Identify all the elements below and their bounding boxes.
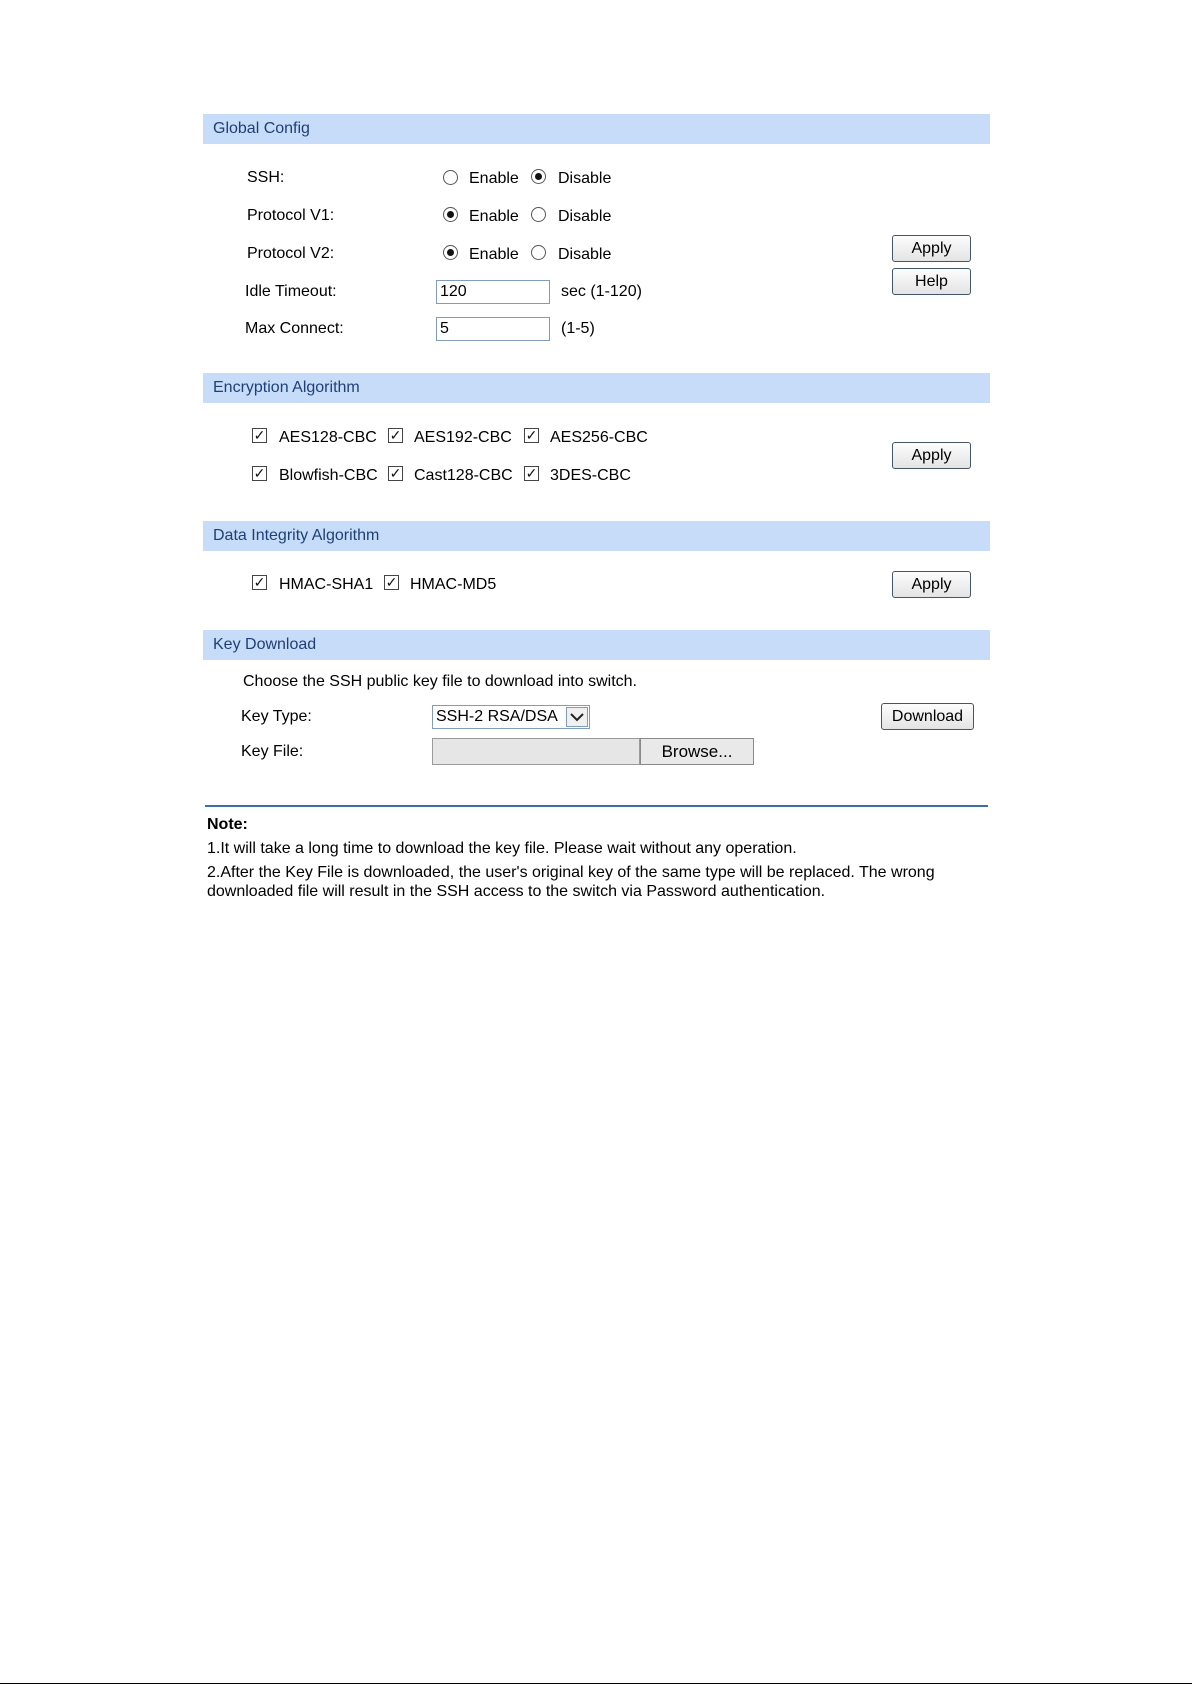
browse-button[interactable]: Browse... bbox=[640, 738, 754, 765]
integrity-apply-button[interactable]: Apply bbox=[892, 571, 971, 598]
key-download-instruction: Choose the SSH public key file to download into switch. bbox=[243, 673, 637, 690]
chevron-down-icon[interactable] bbox=[566, 707, 588, 727]
max-connect-label: Max Connect: bbox=[245, 320, 344, 337]
hmac-md5-checkbox[interactable]: ✓ bbox=[385, 574, 398, 590]
aes256-label: AES256-CBC bbox=[550, 429, 648, 446]
ssh-enable-radio[interactable] bbox=[443, 170, 458, 185]
aes192-label: AES192-CBC bbox=[414, 429, 512, 446]
key-file-input[interactable] bbox=[432, 738, 640, 765]
protocol-v1-enable-radio[interactable] bbox=[443, 207, 458, 222]
note-line-1: 1.It will take a long time to download the key file. Please wait without any operation. bbox=[207, 840, 797, 857]
key-type-value: SSH-2 RSA/DSA bbox=[436, 708, 558, 725]
ssh-label: SSH: bbox=[247, 169, 285, 186]
encryption-header: Encryption Algorithm bbox=[203, 373, 990, 403]
ssh-disable-radio[interactable] bbox=[531, 169, 546, 184]
integrity-header: Data Integrity Algorithm bbox=[203, 521, 990, 551]
3des-label: 3DES-CBC bbox=[550, 467, 631, 484]
idle-timeout-label: Idle Timeout: bbox=[245, 283, 337, 300]
hmac-sha1-checkbox[interactable]: ✓ bbox=[253, 574, 266, 590]
cast128-checkbox[interactable]: ✓ bbox=[389, 465, 402, 481]
protocol-v2-disable-label: Disable bbox=[558, 246, 612, 263]
download-button[interactable]: Download bbox=[881, 703, 974, 730]
blowfish-label: Blowfish-CBC bbox=[279, 467, 378, 484]
aes128-checkbox[interactable]: ✓ bbox=[253, 427, 266, 443]
note-line-2: 2.After the Key File is downloaded, the user's original key of the same type will be replaced. The wrong downloaded file will result in the SSH access to the switch via Password authentication. bbox=[207, 864, 935, 900]
protocol-v1-label: Protocol V1: bbox=[247, 207, 335, 224]
global-apply-button[interactable]: Apply bbox=[892, 235, 971, 262]
protocol-v2-label: Protocol V2: bbox=[247, 245, 335, 262]
blowfish-checkbox[interactable]: ✓ bbox=[253, 465, 266, 481]
global-config-header: Global Config bbox=[203, 114, 990, 144]
ssh-enable-label: Enable bbox=[469, 170, 519, 187]
note-divider bbox=[205, 805, 988, 807]
protocol-v2-disable-radio[interactable] bbox=[531, 245, 546, 260]
max-connect-hint: (1-5) bbox=[561, 320, 595, 337]
aes192-checkbox[interactable]: ✓ bbox=[389, 427, 402, 443]
cast128-label: Cast128-CBC bbox=[414, 467, 513, 484]
protocol-v2-enable-radio[interactable] bbox=[443, 245, 458, 260]
hmac-sha1-label: HMAC-SHA1 bbox=[279, 576, 374, 593]
note-title: Note: bbox=[207, 816, 248, 833]
aes128-label: AES128-CBC bbox=[279, 429, 377, 446]
idle-timeout-hint: sec (1-120) bbox=[561, 283, 642, 300]
protocol-v1-disable-radio[interactable] bbox=[531, 207, 546, 222]
hmac-md5-label: HMAC-MD5 bbox=[410, 576, 497, 593]
key-type-label: Key Type: bbox=[241, 708, 312, 725]
aes256-checkbox[interactable]: ✓ bbox=[525, 427, 538, 443]
key-download-header: Key Download bbox=[203, 630, 990, 660]
3des-checkbox[interactable]: ✓ bbox=[525, 465, 538, 481]
encryption-apply-button[interactable]: Apply bbox=[892, 442, 971, 469]
protocol-v2-enable-label: Enable bbox=[469, 246, 519, 263]
protocol-v1-enable-label: Enable bbox=[469, 208, 519, 225]
idle-timeout-input[interactable]: 120 bbox=[436, 280, 550, 304]
ssh-disable-label: Disable bbox=[558, 170, 612, 187]
help-button[interactable]: Help bbox=[892, 268, 971, 295]
key-file-label: Key File: bbox=[241, 743, 304, 760]
max-connect-input[interactable]: 5 bbox=[436, 317, 550, 341]
key-type-select[interactable] bbox=[432, 705, 590, 729]
protocol-v1-disable-label: Disable bbox=[558, 208, 612, 225]
page-bottom-rule bbox=[0, 1683, 1192, 1684]
